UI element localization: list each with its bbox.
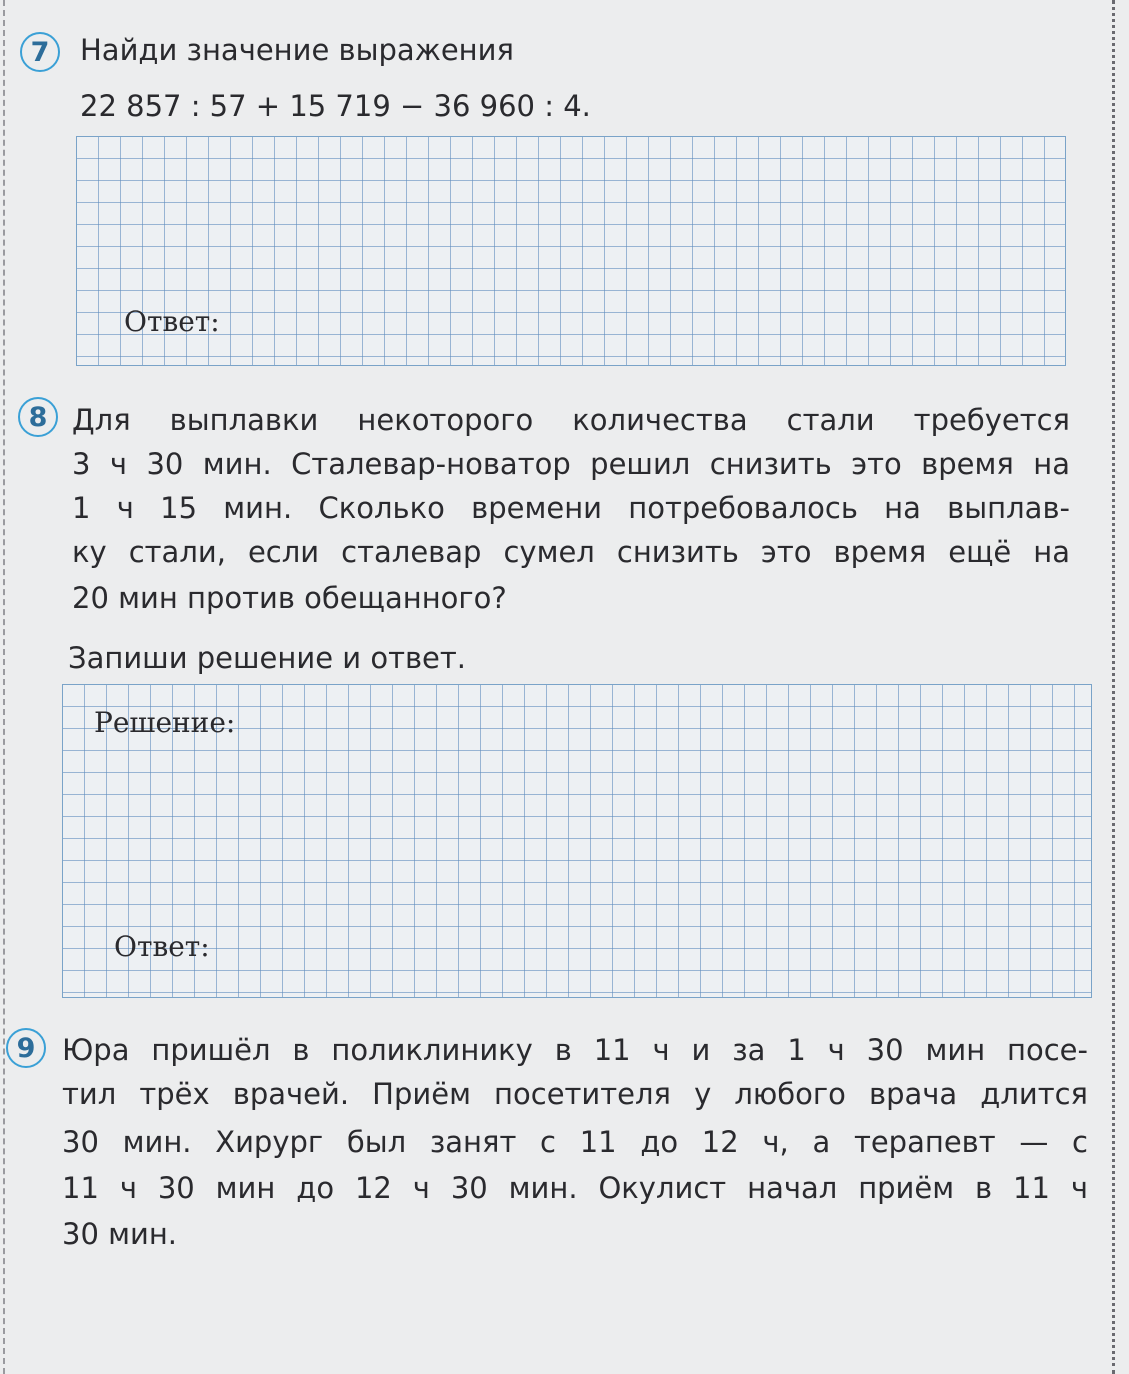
task-9-line-3: 30 мин. Хирург был занят с 11 до 12 ч, а терапевт — с (62, 1125, 1088, 1159)
cut-line-right (1112, 0, 1115, 1374)
task-7-number: 7 (20, 32, 60, 72)
task-7-answer-label: Ответ: (124, 305, 220, 338)
task-7-title: Найди значение выражения (80, 33, 514, 67)
cut-line-left (3, 0, 5, 1374)
task-8-line-1: Для выплавки некоторого количества стали требуется (72, 403, 1070, 437)
task-8-solution-label: Решение: (94, 706, 236, 739)
task-8-answer-label: Ответ: (114, 930, 210, 963)
task-9-line-1: Юра пришёл в поликлинику в 11 ч и за 1 ч 30 мин посе- (62, 1033, 1088, 1067)
task-9-number: 9 (6, 1028, 46, 1068)
task-7-answer-grid[interactable] (76, 136, 1066, 366)
task-8-line-4: ку стали, если сталевар сумел снизить это время ещё на (72, 535, 1070, 569)
task-8-instruction: Запиши решение и ответ. (68, 641, 467, 675)
task-7-expression: 22 857 : 57 + 15 719 − 36 960 : 4. (80, 89, 591, 123)
task-8-line-2: 3 ч 30 мин. Сталевар-новатор решил снизить это время на (72, 447, 1070, 481)
task-9-line-2: тил трёх врачей. Приём посетителя у любого врача длится (62, 1077, 1088, 1111)
task-8-line-5: 20 мин против обещанного? (72, 581, 507, 615)
task-8-number: 8 (18, 397, 58, 437)
task-8-line-3: 1 ч 15 мин. Сколько времени потребовалось на выплав- (72, 491, 1070, 525)
task-9-line-4: 11 ч 30 мин до 12 ч 30 мин. Окулист начал приём в 11 ч (62, 1171, 1088, 1205)
task-9-line-5: 30 мин. (62, 1217, 178, 1251)
